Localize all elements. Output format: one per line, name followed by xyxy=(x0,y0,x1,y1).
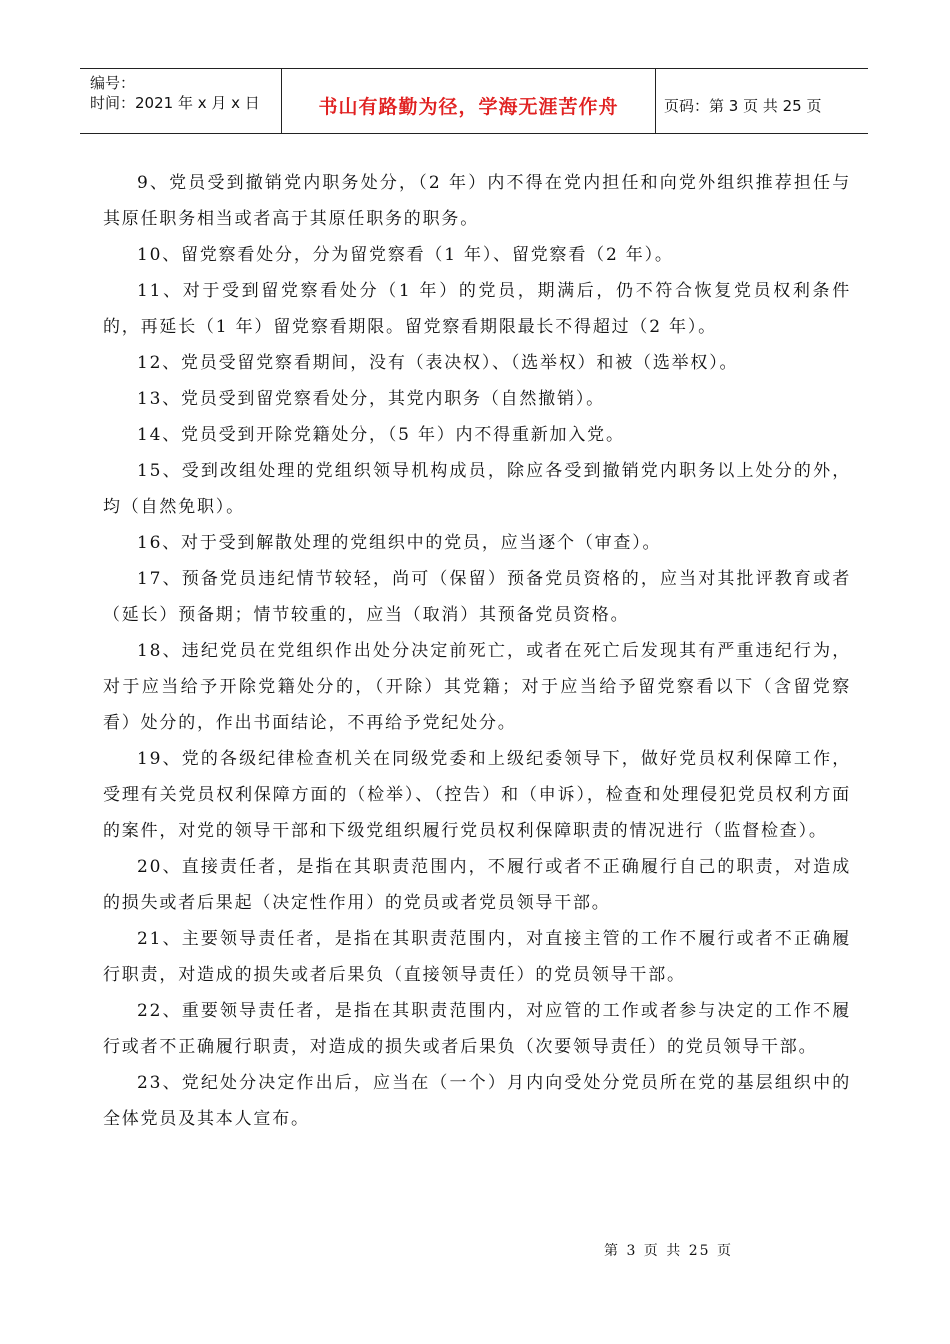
paragraph-19: 19、党的各级纪律检查机关在同级党委和上级纪委领导下，做好党员权利保障工作，受理有关党员权利保障方面的（检举）、（控告）和（申诉），检查和处理侵犯党员权利方面的案件，对党的领导干部和下级党组织履行党员权利保障职责的情况进行（监督检查）。 xyxy=(103,749,851,841)
header-motto-cell xyxy=(282,69,656,133)
page-header xyxy=(80,68,868,134)
time-label: 时间：2021 年 x 月 x 日 xyxy=(90,94,260,112)
footer-page-number: 第 3 页 共 25 页 xyxy=(604,1243,733,1259)
paragraph-14: 14、党员受到开除党籍处分，（5 年）内不得重新加入党。 xyxy=(137,425,625,445)
paragraph-12: 12、党员受留党察看期间，没有（表决权）、（选举权）和被（选举权）。 xyxy=(137,353,739,373)
paragraph-21: 21、主要领导责任者，是指在其职责范围内，对直接主管的工作不履行或者不正确履行职责，对造成的损失或者后果负（直接领导责任）的党员领导干部。 xyxy=(103,929,851,985)
paragraph-20: 20、直接责任者，是指在其职责范围内，不履行或者不正确履行自己的职责，对造成的损失或者后果起（决定性作用）的党员或者党员领导干部。 xyxy=(103,857,851,913)
header-meta xyxy=(80,69,282,133)
paragraph-22: 22、重要领导责任者，是指在其职责范围内，对应管的工作或者参与决定的工作不履行或者不正确履行职责，对造成的损失或者后果负（次要领导责任）的党员领导干部。 xyxy=(103,1001,851,1057)
paragraph-11: 11、对于受到留党察看处分（1 年）的党员，期满后，仍不符合恢复党员权利条件的，再延长（1 年）留党察看期限。留党察看期限最长不得超过（2 年）。 xyxy=(103,281,851,337)
header-page-info xyxy=(656,69,868,133)
paragraph-16: 16、对于受到解散处理的党组织中的党员，应当逐个（审查）。 xyxy=(137,533,662,553)
page-footer xyxy=(604,1240,733,1260)
paragraph-13: 13、党员受到留党察看处分，其党内职务（自然撤销）。 xyxy=(137,389,605,409)
paragraph-17: 17、预备党员违纪情节较轻，尚可（保留）预备党员资格的，应当对其批评教育或者（延长）预备期；情节较重的，应当（取消）其预备党员资格。 xyxy=(103,569,851,625)
paragraph-9: 9、党员受到撤销党内职务处分，（2 年）内不得在党内担任和向党外组织推荐担任与其原任职务相当或者高于其原任职务的职务。 xyxy=(103,173,851,229)
page-info-text: 页码：第 3 页 共 25 页 xyxy=(664,96,822,115)
paragraph-18: 18、违纪党员在党组织作出处分决定前死亡，或者在死亡后发现其有严重违纪行为，对于应当给予开除党籍处分的，（开除）其党籍；对于应当给予留党察看以下（含留党察看）处分的，作出书面结论，不再给予党纪处分。 xyxy=(103,641,851,733)
paragraph-15: 15、受到改组处理的党组织领导机构成员，除应各受到撤销党内职务以上处分的外，均（自然免职）。 xyxy=(103,461,851,517)
document-body xyxy=(103,165,851,1137)
paragraph-10: 10、留党察看处分，分为留党察看（1 年）、留党察看（2 年）。 xyxy=(137,245,674,265)
paragraph-23: 23、党纪处分决定作出后，应当在（一个）月内向受处分党员所在党的基层组织中的全体党员及其本人宣布。 xyxy=(103,1073,851,1129)
number-label: 编号： xyxy=(90,74,136,92)
motto-text: 书山有路勤为径，学海无涯苦作舟 xyxy=(318,95,619,118)
